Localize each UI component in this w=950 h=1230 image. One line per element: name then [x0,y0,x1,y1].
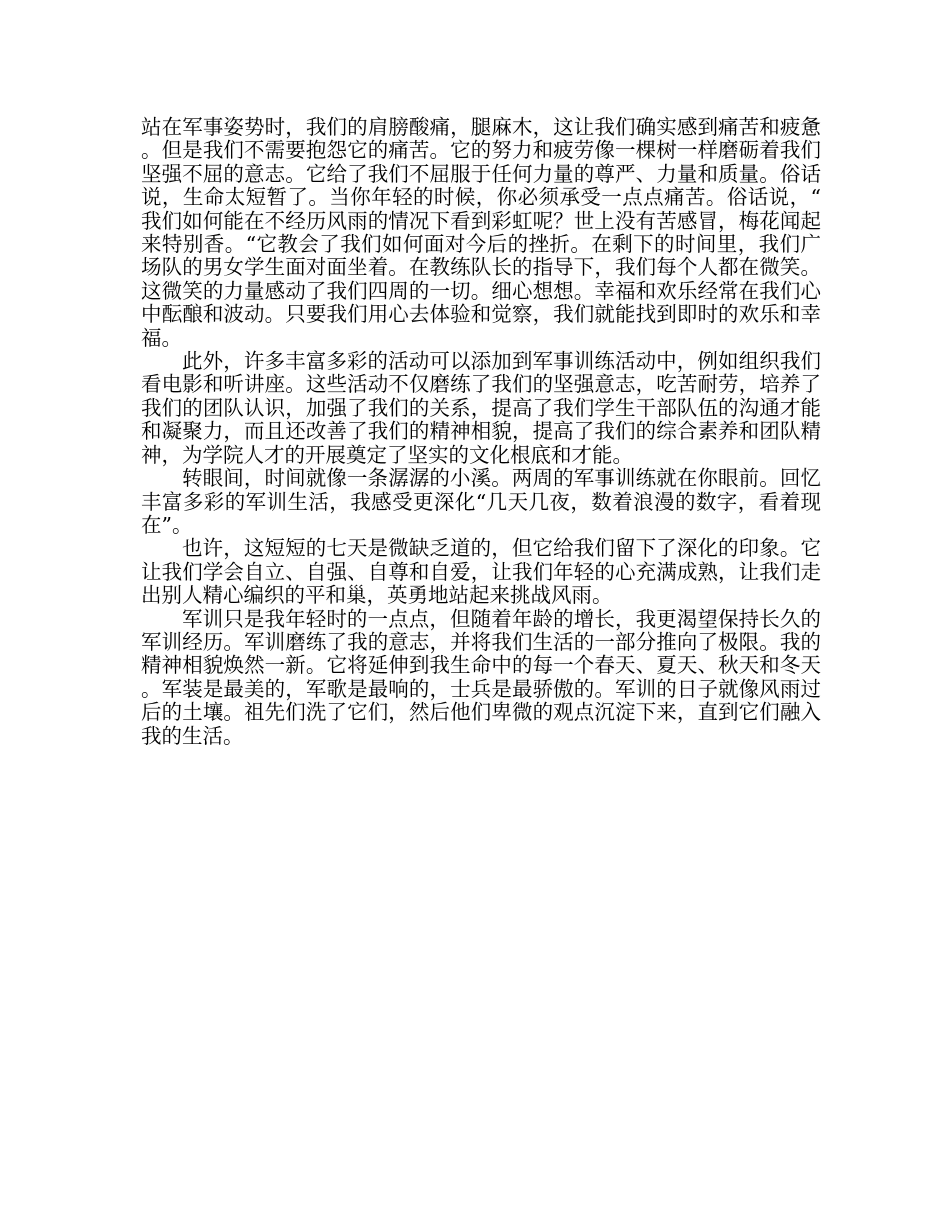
paragraph-4: 也许，这短短的七天是微缺乏道的，但它给我们留下了深化的印象。它让我们学会自立、自强、自尊和自爱，让我们年轻的心充满成熟，让我们走出别人精心编织的平和巢，英勇地站起来挑战风雨。 [141,536,821,608]
paragraph-2: 此外，许多丰富多彩的活动可以添加到军事训练活动中，例如组织我们看电影和听讲座。这些活动不仅磨练了我们的坚强意志，吃苦耐劳，培养了我们的团队认识，加强了我们的关系，提高了我们学生干部队伍的沟通才能和凝聚力，而且还改善了我们的精神相貌，提高了我们的综合素养和团队精神，为学院人才的开展奠定了坚实的文化根底和才能。 [141,349,821,467]
document-body [141,116,821,748]
paragraph-5: 军训只是我年轻时的一点点，但随着年龄的增长，我更渴望保持长久的军训经历。军训磨练了我的意志，并将我们生活的一部分推向了极限。我的精神相貌焕然一新。它将延伸到我生命中的每一个春天、夏天、秋天和冬天。军装是最美的，军歌是最响的，士兵是最骄傲的。军训的日子就像风雨过后的土壤。祖先们洗了它们，然后他们卑微的观点沉淀下来，直到它们融入我的生活。 [141,606,821,748]
paragraph-1: 站在军事姿势时，我们的肩膀酸痛，腿麻木，这让我们确实感到痛苦和疲惫。但是我们不需要抱怨它的痛苦。它的努力和疲劳像一棵树一样磨砺着我们坚强不屈的意志。它给了我们不屈服于任何力量的尊严、力量和质量。俗话说，生命太短暂了。当你年轻的时候，你必须承受一点点痛苦。俗话说，“我们如何能在不经历风雨的情况下看到彩虹呢？世上没有苦感冒，梅花闻起来特别香。“它教会了我们如何面对今后的挫折。在剩下的时间里，我们广场队的男女学生面对面坐着。在教练队长的指导下，我们每个人都在微笑。这微笑的力量感动了我们四周的一切。细心想想。幸福和欢乐经常在我们心中酝酿和波动。只要我们用心去体验和觉察，我们就能找到即时的欢乐和幸福。 [141,115,821,350]
paragraph-3: 转眼间，时间就像一条潺潺的小溪。两周的军事训练就在你眼前。回忆丰富多彩的军训生活，我感受更深化“几天几夜，数着浪漫的数字，看着现在”。 [141,466,821,537]
